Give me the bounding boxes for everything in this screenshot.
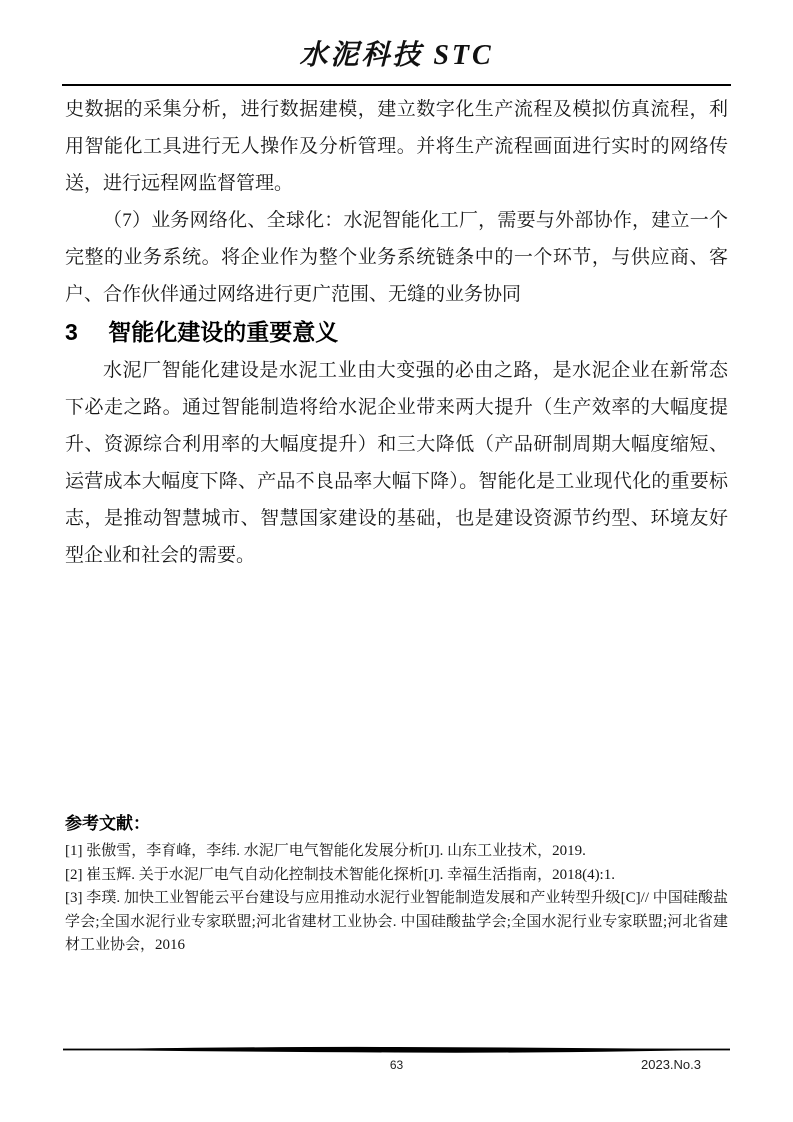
reference-item-2: [2] 崔玉辉. 关于水泥厂电气自动化控制技术智能化探析[J]. 幸福生活指南，2018(4):1. [65, 866, 615, 883]
section-title: 智能化建设的重要意义 [108, 319, 339, 345]
footer-issue-label: 2023.No.3 [641, 1057, 701, 1072]
paragraph-continuation: 史数据的采集分析，进行数据建模，建立数字化生产流程及模拟仿真流程，利用智能化工具进行无人操作及分析管理。并将生产流程画面进行实时的网络传送，进行远程网监督管理。 [65, 99, 728, 194]
journal-title: 水泥科技 STC [299, 40, 494, 71]
footer-page-number: 63 [389, 1058, 404, 1072]
reference-item-3: [3] 李璞. 加快工业智能云平台建设与应用推动水泥行业智能制造发展和产业转型升级[C]// 中国硅酸盐学会;全国水泥行业专家联盟;河北省建材工业协会. 中国硅酸盐学会;全国水泥行业专家联盟;河北省建材工业协会，2016 [65, 890, 728, 953]
footer-rule [63, 1046, 730, 1055]
section-heading [65, 313, 728, 352]
references-heading: 参考文献： [65, 814, 150, 833]
body-text-block [65, 91, 728, 574]
header-rule [62, 84, 731, 86]
reference-item-1: [1] 张傲雪，李育峰，李纬. 水泥厂电气智能化发展分析[J]. 山东工业技术，2019. [65, 843, 586, 859]
paragraph-significance: 水泥厂智能化建设是水泥工业由大变强的必由之路，是水泥企业在新常态下必走之路。通过智能制造将给水泥企业带来两大提升（生产效率的大幅度提升、资源综合利用率的大幅度提升）和三大降低（产品研制周期大幅度缩短、运营成本大幅度下降、产品不良品率大幅下降）。智能化是工业现代化的重要标志，是推动智慧城市、智慧国家建设的基础，也是建设资源节约型、环境友好型企业和社会的需要。 [65, 360, 728, 566]
references-section [65, 810, 728, 958]
paragraph-item7: （7）业务网络化、全球化：水泥智能化工厂，需要与外部协作，建立一个完整的业务系统。将企业作为整个业务系统链条中的一个环节，与供应商、客户、合作伙伴通过网络进行更广范围、无缝的业务协同 [65, 210, 728, 305]
section-number: 3 [65, 319, 78, 345]
